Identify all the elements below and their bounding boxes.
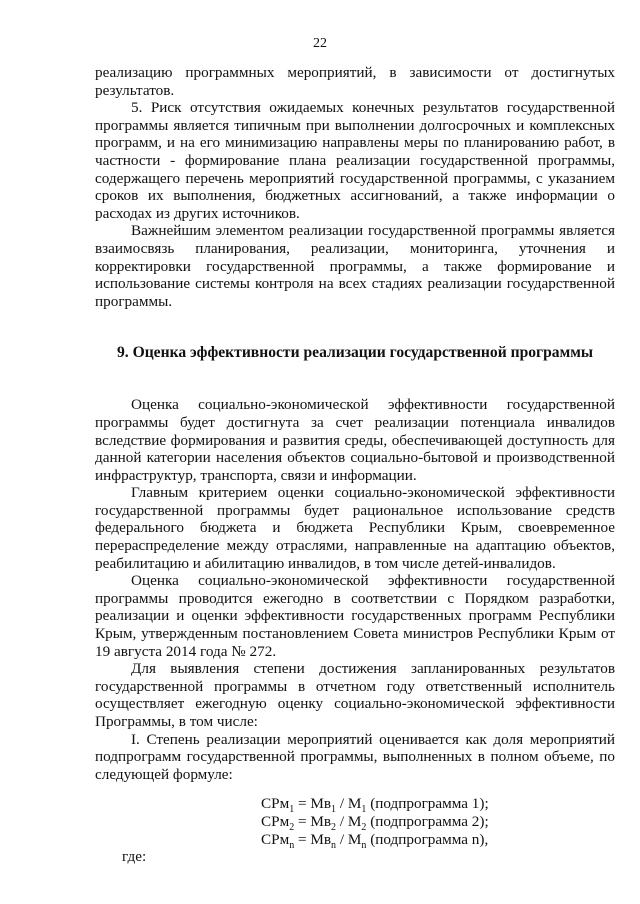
paragraph: I. Степень реализации мероприятий оценивается как доля мероприятий подпрограмм государственной программы, выполненных в полном объеме, по следующей формуле: bbox=[95, 730, 615, 783]
formula-block bbox=[95, 795, 615, 851]
formula-mid-sub: n bbox=[331, 839, 337, 851]
formula-rhs: М bbox=[347, 812, 362, 830]
paragraph: Главным критерием оценки социально-экономической эффективности государственной программы будет рациональное использование средств федерального бюджета и бюджета Республики Крым, своевременное перераспределение между отраслями, направленные на адаптацию объектов, реабилитацию и абилитацию инвалидов, в том числе детей-инвалидов. bbox=[95, 484, 615, 572]
formula-lhs: СРм bbox=[261, 812, 290, 830]
page-number: 22 bbox=[313, 36, 327, 51]
formula-rhs: М bbox=[347, 795, 362, 813]
formula-mid: Мв bbox=[310, 812, 332, 830]
paragraph: Для выявления степени достижения запланированных результатов государственной программы в отчетном году ответственный исполнитель осуществляет ежегодную оценку социально-экономической эффективности Программы, в том числе: bbox=[95, 660, 615, 730]
formula-mid: Мв bbox=[310, 830, 332, 848]
formula-lhs: СРм bbox=[261, 830, 290, 848]
where-label: где: bbox=[122, 848, 147, 866]
formula-lhs-sub: 1 bbox=[289, 804, 295, 816]
paragraph: 5. Риск отсутствия ожидаемых конечных результатов государственной программы является типичным при выполнении долгосрочных и комплексных программ, и на его минимизацию направлены меры по планированию работ, в частности - формирование плана реализации государственной программы, содержащего перечень мероприятий государственной программы, с указанием сроков их выполнения, бюджетных ассигнований, а также информации о расходах из других источников. bbox=[95, 99, 615, 222]
formula-mid-sub: 2 bbox=[331, 822, 337, 833]
formula-mid: Мв bbox=[310, 795, 332, 813]
formula-lhs-sub: n bbox=[289, 839, 295, 851]
formula-rhs: М bbox=[347, 830, 362, 848]
formula-note: (подпрограмма 2); bbox=[370, 812, 489, 830]
formula-note: (подпрограмма 1); bbox=[370, 795, 489, 813]
formula-rhs-sub: 1 bbox=[361, 804, 367, 816]
formula-lhs-sub: 2 bbox=[289, 822, 295, 833]
formula-note: (подпрограмма n), bbox=[370, 830, 489, 848]
formula-line: $СРм_2 = Мв_2 / М_2$ (подпрограмма 2); bbox=[261, 812, 489, 833]
formula-rhs-sub: 2 bbox=[361, 822, 367, 833]
formula-lhs: СРм bbox=[261, 795, 290, 813]
paragraph: Оценка социально-экономической эффективности государственной программы будет достигнута за счет реализации потенциала инвалидов вследствие формирования и развития среды, обеспечивающей доступность для данной категории населения объектов социально-бытовой и производственной инфраструктур, транспорта, связи и информации. bbox=[95, 396, 615, 484]
paragraph: Оценка социально-экономической эффективности государственной программы проводится ежегодно в соответствии с Порядком разработки, реализации и оценки эффективности государственных программ Республики Крым, утвержденным постановлением Совета министров Республики Крым от 19 августа 2014 года № 272. bbox=[95, 572, 615, 660]
formula-line: $СРм_n = Мв_n / М_n$ (подпрограмма n), bbox=[261, 830, 489, 851]
formula-line: $СРм_1 = Мв_1 / М_1$ (подпрограмма 1); bbox=[261, 795, 489, 816]
section-heading: 9. Оценка эффективности реализации государственной программы bbox=[116, 344, 594, 362]
paragraph: реализацию программных мероприятий, в зависимости от достигнутых результатов. bbox=[95, 64, 615, 99]
paragraph: Важнейшим элементом реализации государственной программы является взаимосвязь планирования, реализации, мониторинга, уточнения и корректировки государственной программы, а также формирование и использование системы контроля на всех стадиях реализации государственной программы. bbox=[95, 222, 615, 310]
document-body bbox=[95, 64, 615, 866]
formula-rhs-sub: n bbox=[361, 839, 367, 851]
formula-mid-sub: 1 bbox=[331, 804, 337, 816]
